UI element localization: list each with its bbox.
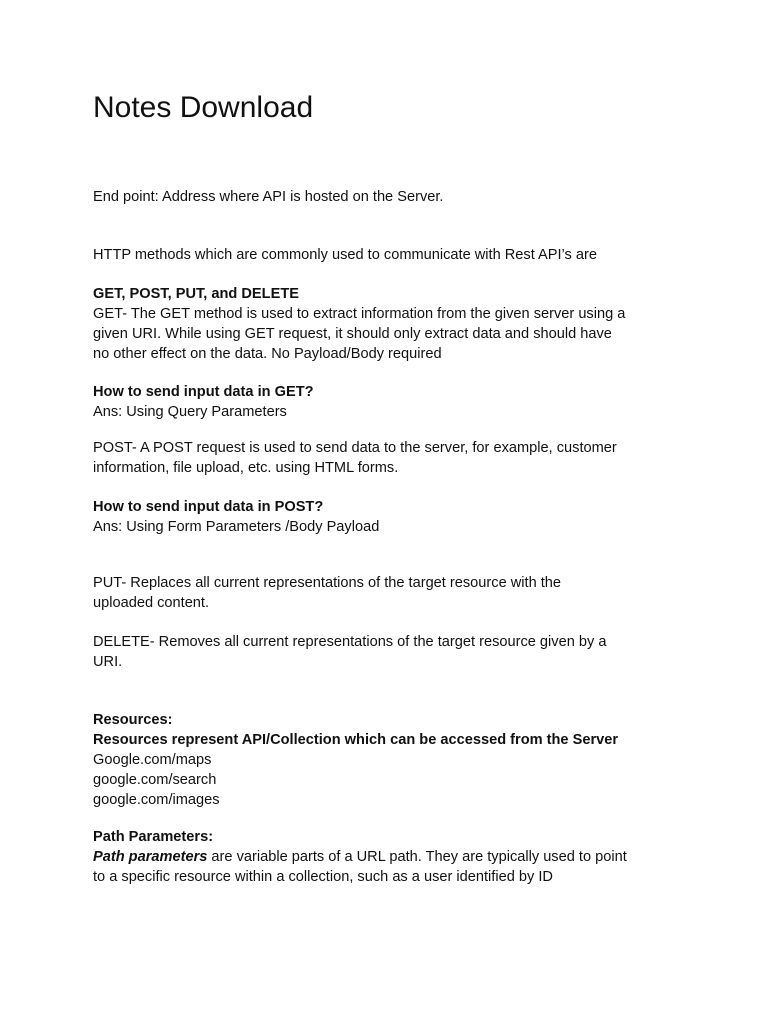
- delete-description: [93, 632, 683, 672]
- path-desc-line: to a specific resource within a collection, such as a user identified by ID: [93, 869, 553, 885]
- get-question-block: [93, 382, 683, 422]
- resource-example: google.com/search: [93, 772, 217, 788]
- path-term: Path parameters: [93, 849, 208, 865]
- post-question-block: [93, 497, 683, 537]
- post-desc-line: POST- A POST request is used to send data to the server, for example, customer: [93, 440, 617, 456]
- delete-desc-line: URI.: [93, 654, 123, 670]
- put-desc-line: uploaded content.: [93, 595, 210, 611]
- get-answer: Ans: Using Query Parameters: [93, 404, 287, 420]
- methods-heading: GET, POST, PUT, and DELETE: [93, 286, 299, 302]
- path-heading: Path Parameters:: [93, 829, 214, 845]
- path-desc-text: are variable parts of a URL path. They are typically used to point: [207, 849, 627, 865]
- post-question: How to send input data in POST?: [93, 499, 324, 515]
- resources-subheading: Resources represent API/Collection which can be accessed from the Server: [93, 732, 619, 748]
- get-question: How to send input data in GET?: [93, 384, 314, 400]
- get-desc-line: no other effect on the data. No Payload/Body required: [93, 346, 442, 362]
- resources-section: [93, 710, 683, 810]
- post-desc-line: information, file upload, etc. using HTML forms.: [93, 460, 399, 476]
- http-methods-intro: HTTP methods which are commonly used to communicate with Rest API’s are: [93, 247, 597, 263]
- get-desc-line: GET- The GET method is used to extract information from the given server using a: [93, 306, 626, 322]
- post-answer: Ans: Using Form Parameters /Body Payload: [93, 519, 380, 535]
- put-desc-line: PUT- Replaces all current representations of the target resource with the: [93, 575, 562, 591]
- put-description: [93, 573, 683, 613]
- post-description: [93, 438, 683, 478]
- resource-example: Google.com/maps: [93, 752, 212, 768]
- path-desc-line: [93, 847, 683, 867]
- path-parameters-section: [93, 827, 683, 887]
- endpoint-definition: End point: Address where API is hosted on the Server.: [93, 189, 444, 205]
- resource-example: google.com/images: [93, 792, 220, 808]
- page-title: Notes Download: [93, 91, 314, 124]
- resources-heading: Resources:: [93, 712, 173, 728]
- delete-desc-line: DELETE- Removes all current representations of the target resource given by a: [93, 634, 607, 650]
- get-section: [93, 284, 683, 364]
- get-desc-line: given URI. While using GET request, it should only extract data and should have: [93, 326, 612, 342]
